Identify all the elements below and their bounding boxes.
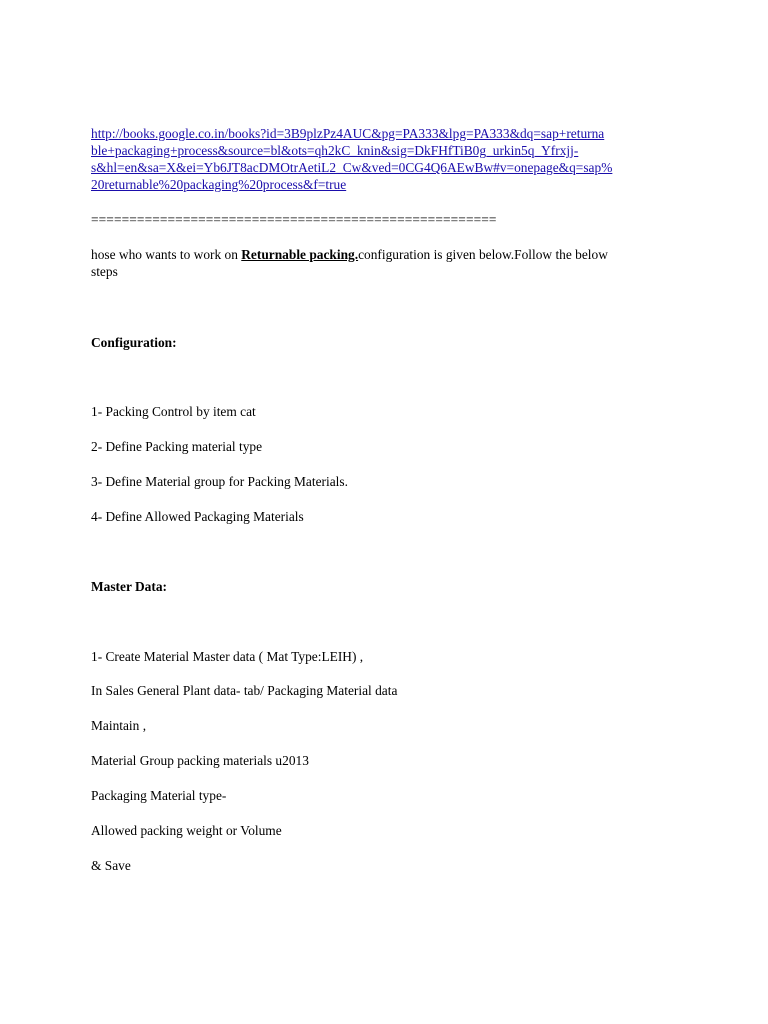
configuration-heading: Configuration: bbox=[91, 335, 177, 350]
master-data-line-2: In Sales General Plant data- tab/ Packaging Material data bbox=[91, 683, 398, 698]
master-data-line-4: Material Group packing materials u2013 bbox=[91, 753, 309, 768]
master-data-heading: Master Data: bbox=[91, 579, 167, 594]
config-item-3: 3- Define Material group for Packing Materials. bbox=[91, 474, 348, 489]
intro-paragraph bbox=[91, 246, 691, 280]
master-data-line-7: & Save bbox=[91, 858, 131, 873]
master-data-line-1: 1- Create Material Master data ( Mat Type:LEIH) , bbox=[91, 649, 364, 664]
intro-emphasis: Returnable packing. bbox=[241, 247, 359, 262]
config-item-1: 1- Packing Control by item cat bbox=[91, 404, 256, 419]
source-link-line-2[interactable]: ble+packaging+process&source=bl&ots=qh2kC_knin&sig=DkFHfTiB0g_urkin5q_Yfrxjj- bbox=[91, 143, 579, 158]
config-item-2: 2- Define Packing material type bbox=[91, 439, 263, 454]
master-data-line-5: Packaging Material type- bbox=[91, 788, 227, 803]
source-link-line-3[interactable]: s&hl=en&sa=X&ei=Yb6JT8acDMOtrAetiL2_Cw&ved=0CG4Q6AEwBw#v=onepage&q=sap% bbox=[91, 160, 613, 175]
master-data-line-6: Allowed packing weight or Volume bbox=[91, 823, 282, 838]
source-link-line-1[interactable]: http://books.google.co.in/books?id=3B9plzPz4AUC&pg=PA333&lpg=PA333&dq=sap+returna bbox=[91, 126, 605, 141]
config-item-4: 4- Define Allowed Packaging Materials bbox=[91, 509, 304, 524]
source-link-line-4[interactable]: 20returnable%20packaging%20process&f=true bbox=[91, 177, 347, 192]
intro-text-after: configuration is given below.Follow the below bbox=[358, 247, 608, 262]
master-data-line-3: Maintain , bbox=[91, 718, 147, 733]
intro-text-before: hose who wants to work on bbox=[91, 247, 242, 262]
separator-line: ===================================================== bbox=[91, 212, 497, 227]
intro-text-line2: steps bbox=[91, 264, 118, 279]
source-link[interactable] bbox=[91, 125, 691, 193]
